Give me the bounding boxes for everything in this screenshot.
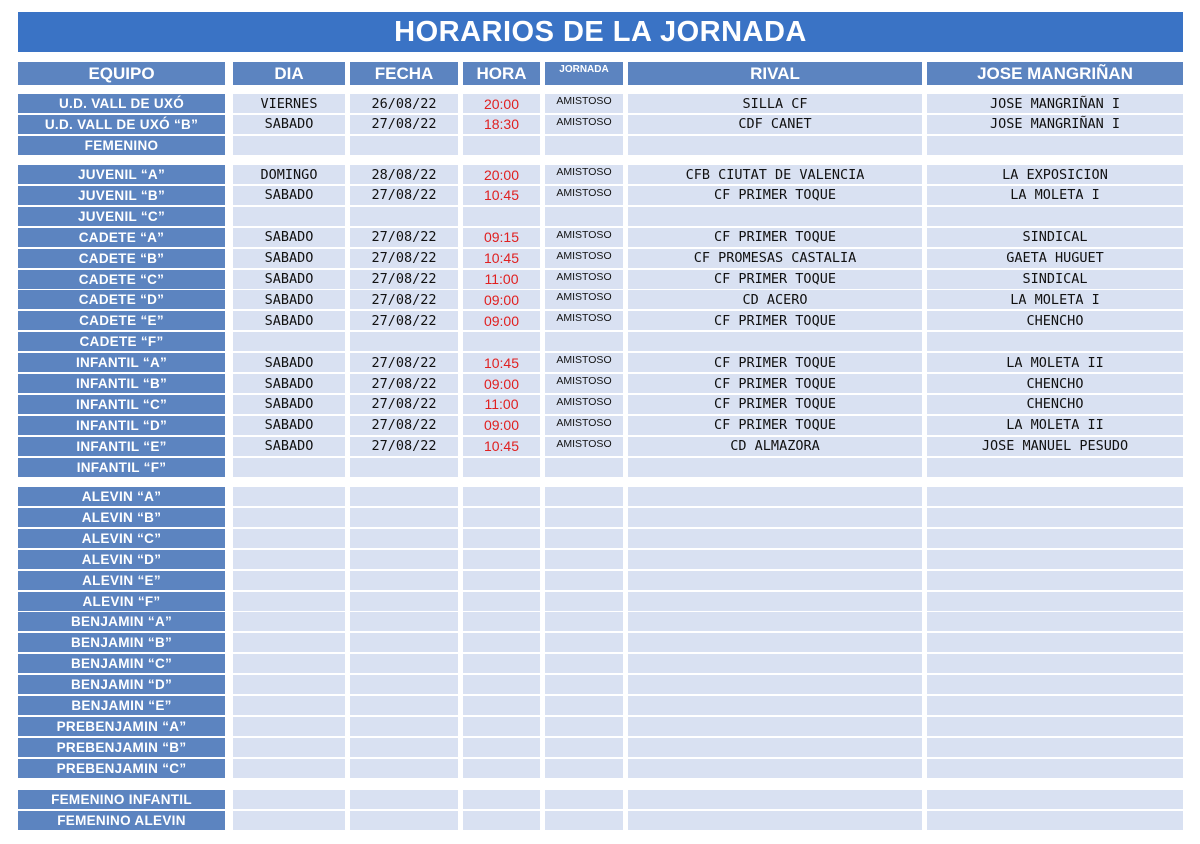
cell-rival [628,207,922,226]
cell-team: ALEVIN “B” [18,508,225,527]
cell-hora [463,487,540,506]
cell-team: BENJAMIN “E” [18,696,225,715]
cell-rival [628,696,922,715]
cell-dia [233,717,345,736]
cell-team: INFANTIL “D” [18,416,225,435]
cell-fecha: 27/08/22 [350,437,458,456]
cell-jornada [545,332,623,351]
cell-rival: CF PRIMER TOQUE [628,228,922,247]
cell-campo: JOSE MANGRIÑAN I [927,94,1183,113]
cell-fecha: 27/08/22 [350,395,458,414]
cell-rival [628,717,922,736]
cell-campo [927,759,1183,778]
cell-rival: CF PRIMER TOQUE [628,186,922,205]
cell-rival [628,654,922,673]
cell-hora: 11:00 [463,395,540,414]
cell-fecha: 27/08/22 [350,311,458,330]
cell-campo [927,633,1183,652]
cell-jornada: AMISTOSO [545,290,623,309]
cell-jornada: AMISTOSO [545,115,623,134]
cell-dia [233,571,345,590]
cell-hora: 10:45 [463,249,540,268]
cell-team: U.D. VALL DE UXÓ [18,94,225,113]
cell-jornada: AMISTOSO [545,395,623,414]
cell-dia [233,487,345,506]
cell-jornada [545,675,623,694]
cell-team: FEMENINO [18,136,225,155]
cell-jornada [545,592,623,611]
column-header-jornada: JORNADA [545,62,623,85]
cell-fecha: 27/08/22 [350,290,458,309]
cell-fecha [350,487,458,506]
cell-fecha: 27/08/22 [350,270,458,289]
cell-team: CADETE “C” [18,270,225,289]
cell-fecha [350,654,458,673]
cell-fecha: 28/08/22 [350,165,458,184]
cell-jornada [545,550,623,569]
cell-campo: CHENCHO [927,374,1183,393]
cell-fecha [350,458,458,477]
cell-fecha [350,332,458,351]
cell-fecha [350,207,458,226]
cell-hora [463,759,540,778]
cell-hora [463,136,540,155]
cell-team: PREBENJAMIN “B” [18,738,225,757]
column-header-fecha: FECHA [350,62,458,85]
cell-jornada: AMISTOSO [545,94,623,113]
cell-team: ALEVIN “E” [18,571,225,590]
cell-hora [463,790,540,809]
cell-rival [628,811,922,830]
cell-jornada: AMISTOSO [545,186,623,205]
cell-dia: DOMINGO [233,165,345,184]
cell-hora [463,508,540,527]
cell-fecha [350,508,458,527]
cell-rival [628,529,922,548]
cell-rival [628,332,922,351]
cell-hora [463,696,540,715]
cell-hora [463,717,540,736]
cell-rival: CF PRIMER TOQUE [628,270,922,289]
cell-campo [927,458,1183,477]
cell-dia: SABADO [233,115,345,134]
cell-campo [927,571,1183,590]
cell-team: ALEVIN “D” [18,550,225,569]
cell-jornada: AMISTOSO [545,437,623,456]
cell-campo: CHENCHO [927,311,1183,330]
column-header-campo: JOSE MANGRIÑAN [927,62,1183,85]
cell-dia: SABADO [233,374,345,393]
cell-team: CADETE “D” [18,290,225,309]
cell-rival [628,675,922,694]
cell-hora: 10:45 [463,353,540,372]
cell-campo [927,332,1183,351]
cell-dia [233,332,345,351]
cell-team: ALEVIN “F” [18,592,225,611]
cell-rival: CF PRIMER TOQUE [628,311,922,330]
cell-dia: SABADO [233,228,345,247]
cell-jornada [545,811,623,830]
cell-campo: GAETA HUGUET [927,249,1183,268]
cell-fecha [350,571,458,590]
cell-rival: SILLA CF [628,94,922,113]
cell-dia [233,759,345,778]
cell-team: INFANTIL “B” [18,374,225,393]
cell-team: CADETE “E” [18,311,225,330]
cell-campo: LA MOLETA II [927,353,1183,372]
cell-jornada: AMISTOSO [545,228,623,247]
cell-fecha [350,550,458,569]
cell-dia [233,811,345,830]
cell-hora: 10:45 [463,186,540,205]
cell-dia [233,654,345,673]
cell-team: FEMENINO ALEVIN [18,811,225,830]
cell-team: PREBENJAMIN “C” [18,759,225,778]
cell-rival: CD ALMAZORA [628,437,922,456]
cell-hora [463,654,540,673]
cell-jornada [545,738,623,757]
cell-hora [463,529,540,548]
cell-jornada [545,529,623,548]
cell-fecha: 27/08/22 [350,249,458,268]
cell-hora: 10:45 [463,437,540,456]
cell-rival [628,136,922,155]
cell-rival [628,592,922,611]
cell-dia: SABADO [233,416,345,435]
cell-fecha [350,811,458,830]
cell-dia: SABADO [233,311,345,330]
cell-fecha: 27/08/22 [350,353,458,372]
cell-rival [628,790,922,809]
cell-team: U.D. VALL DE UXÓ “B” [18,115,225,134]
cell-dia [233,633,345,652]
cell-campo [927,529,1183,548]
cell-team: FEMENINO INFANTIL [18,790,225,809]
cell-hora: 11:00 [463,270,540,289]
cell-jornada [545,612,623,631]
cell-jornada [545,717,623,736]
cell-rival: CD ACERO [628,290,922,309]
cell-hora: 20:00 [463,165,540,184]
cell-rival [628,550,922,569]
cell-team: BENJAMIN “A” [18,612,225,631]
cell-fecha [350,592,458,611]
cell-team: CADETE “F” [18,332,225,351]
cell-fecha: 27/08/22 [350,416,458,435]
cell-campo [927,654,1183,673]
cell-team: ALEVIN “C” [18,529,225,548]
cell-jornada [545,571,623,590]
cell-dia: SABADO [233,186,345,205]
cell-dia [233,550,345,569]
cell-team: INFANTIL “E” [18,437,225,456]
cell-dia [233,592,345,611]
cell-fecha [350,696,458,715]
cell-rival: CF PROMESAS CASTALIA [628,249,922,268]
cell-fecha [350,612,458,631]
column-header-hora: HORA [463,62,540,85]
cell-jornada [545,790,623,809]
cell-fecha [350,633,458,652]
cell-rival [628,458,922,477]
cell-jornada [545,696,623,715]
cell-hora: 20:00 [463,94,540,113]
cell-rival [628,759,922,778]
cell-jornada: AMISTOSO [545,416,623,435]
cell-team: INFANTIL “C” [18,395,225,414]
cell-rival [628,612,922,631]
cell-fecha: 27/08/22 [350,228,458,247]
cell-dia [233,458,345,477]
cell-campo [927,675,1183,694]
cell-team: CADETE “B” [18,249,225,268]
cell-fecha [350,675,458,694]
cell-jornada [545,487,623,506]
cell-jornada [545,508,623,527]
cell-campo: JOSE MANGRIÑAN I [927,115,1183,134]
cell-dia [233,675,345,694]
cell-hora [463,550,540,569]
cell-fecha: 27/08/22 [350,374,458,393]
cell-team: BENJAMIN “C” [18,654,225,673]
cell-hora [463,811,540,830]
cell-team: ALEVIN “A” [18,487,225,506]
cell-rival: CDF CANET [628,115,922,134]
cell-rival [628,571,922,590]
cell-dia [233,696,345,715]
cell-team: INFANTIL “A” [18,353,225,372]
cell-dia: SABADO [233,353,345,372]
cell-hora [463,612,540,631]
cell-jornada: AMISTOSO [545,249,623,268]
page-title: HORARIOS DE LA JORNADA [18,12,1183,52]
cell-campo [927,696,1183,715]
cell-fecha: 26/08/22 [350,94,458,113]
cell-fecha [350,717,458,736]
cell-fecha [350,738,458,757]
cell-hora: 09:15 [463,228,540,247]
cell-hora [463,207,540,226]
cell-rival: CFB CIUTAT DE VALENCIA [628,165,922,184]
cell-dia: SABADO [233,395,345,414]
cell-campo [927,550,1183,569]
cell-campo [927,592,1183,611]
cell-jornada [545,654,623,673]
cell-campo: LA MOLETA I [927,186,1183,205]
cell-dia: SABADO [233,290,345,309]
cell-team: INFANTIL “F” [18,458,225,477]
cell-dia [233,508,345,527]
cell-campo [927,738,1183,757]
cell-campo [927,508,1183,527]
cell-rival [628,508,922,527]
cell-hora [463,332,540,351]
cell-dia: SABADO [233,270,345,289]
cell-fecha [350,529,458,548]
cell-jornada: AMISTOSO [545,353,623,372]
cell-campo [927,207,1183,226]
cell-campo [927,717,1183,736]
cell-hora: 09:00 [463,290,540,309]
cell-fecha: 27/08/22 [350,186,458,205]
cell-jornada: AMISTOSO [545,374,623,393]
cell-dia [233,207,345,226]
cell-campo [927,487,1183,506]
cell-rival [628,738,922,757]
cell-team: BENJAMIN “D” [18,675,225,694]
cell-campo: SINDICAL [927,228,1183,247]
cell-team: JUVENIL “B” [18,186,225,205]
cell-dia [233,790,345,809]
cell-fecha [350,136,458,155]
cell-fecha: 27/08/22 [350,115,458,134]
cell-rival: CF PRIMER TOQUE [628,374,922,393]
column-header-equipo: EQUIPO [18,62,225,85]
cell-hora [463,738,540,757]
cell-dia [233,136,345,155]
cell-jornada [545,633,623,652]
cell-dia: VIERNES [233,94,345,113]
cell-fecha [350,759,458,778]
cell-jornada [545,136,623,155]
cell-hora: 09:00 [463,416,540,435]
cell-jornada: AMISTOSO [545,165,623,184]
cell-team: PREBENJAMIN “A” [18,717,225,736]
cell-campo [927,790,1183,809]
cell-jornada [545,458,623,477]
cell-hora [463,592,540,611]
cell-hora [463,633,540,652]
cell-team: BENJAMIN “B” [18,633,225,652]
cell-team: CADETE “A” [18,228,225,247]
cell-dia [233,738,345,757]
cell-campo: LA MOLETA II [927,416,1183,435]
cell-rival: CF PRIMER TOQUE [628,395,922,414]
cell-hora [463,675,540,694]
cell-campo [927,136,1183,155]
cell-jornada [545,207,623,226]
cell-jornada: AMISTOSO [545,311,623,330]
cell-hora: 09:00 [463,311,540,330]
cell-hora: 18:30 [463,115,540,134]
cell-campo: LA EXPOSICION [927,165,1183,184]
cell-rival: CF PRIMER TOQUE [628,416,922,435]
cell-campo [927,612,1183,631]
cell-dia [233,529,345,548]
cell-jornada: AMISTOSO [545,270,623,289]
cell-team: JUVENIL “A” [18,165,225,184]
cell-hora: 09:00 [463,374,540,393]
cell-team: JUVENIL “C” [18,207,225,226]
cell-campo: JOSE MANUEL PESUDO [927,437,1183,456]
column-header-rival: RIVAL [628,62,922,85]
cell-rival [628,633,922,652]
cell-campo: CHENCHO [927,395,1183,414]
cell-dia: SABADO [233,249,345,268]
cell-campo: SINDICAL [927,270,1183,289]
cell-jornada [545,759,623,778]
cell-hora [463,458,540,477]
cell-fecha [350,790,458,809]
cell-rival [628,487,922,506]
cell-campo: LA MOLETA I [927,290,1183,309]
column-header-dia: DIA [233,62,345,85]
cell-dia: SABADO [233,437,345,456]
cell-campo [927,811,1183,830]
cell-dia [233,612,345,631]
cell-hora [463,571,540,590]
cell-rival: CF PRIMER TOQUE [628,353,922,372]
